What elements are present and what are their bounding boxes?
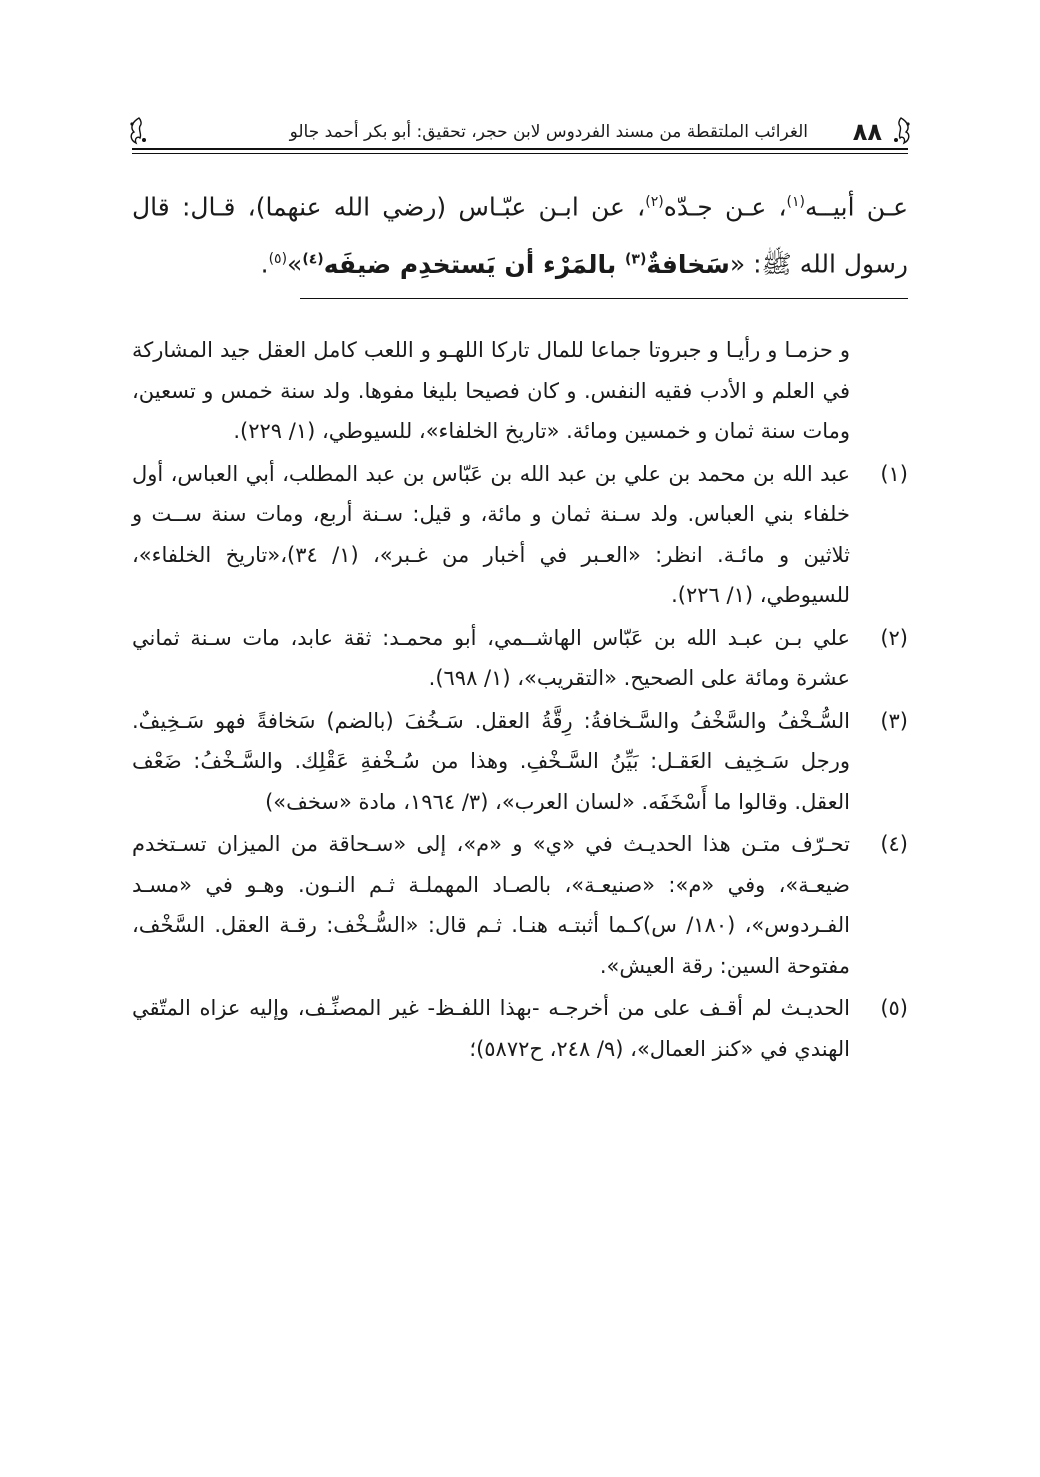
footnote-ref-1: (١) (786, 194, 806, 210)
footnote-number: (١) (880, 461, 908, 486)
footnote-1 (132, 454, 908, 616)
page-number: ٨٨ (852, 118, 882, 146)
footnote-text: تحـرّف متـن هذا الحديـث في «ي» و «م»، إلى «سـحاقة من الميزان تسـتخدم ضيعـة»، وفي «م»: «صنيعـة»، بالصـاد المهملـة ثـم النـون. وهـو في «مسـد الفـردوس»، (١٨٠/ س)كـما أثبتـه هنـا. ثـم قال: «السُّـخْف: رقـة العقل. السَّخْف، مفتوحة السين: رقة العيش». (132, 832, 850, 978)
footnote-3 (132, 701, 908, 823)
footnote-ref-2: (٢) (645, 194, 664, 210)
footnote-number: (٢) (880, 625, 908, 650)
footnotes (132, 330, 908, 1069)
footnote-text: السُّـخْفُ والسَّخْفُ والسَّـخافةُ: رِقَّةُ العقل. سَـخُفَ (بالضم) سَخافةً فهو سَـخِيفٌ. ورجل سَـخِيف العَقـل: بَيِّنُ السَّـخْفِ. وهذا من سُـخْفةِ عَقْلِك. والسَّـخْفُ: ضَعْف العقل. وقالوا ما أَسْخَفَه. «لسان العرب»، (٣/ ١٩٦٤، مادة «سخف») (132, 708, 850, 814)
footnote-text: علي بـن عبـد الله بن عَبّاس الهاشــمي، أبو محمـد: ثقة عابد، مات سـنة ثماني عشرة ومائة على الصحيح. «التقريب»، (١/ ٦٩٨). (132, 625, 850, 690)
footnote-separator (300, 298, 908, 299)
footnote-number: (٤) (880, 832, 908, 856)
footnote-number: (٥) (880, 996, 908, 1020)
header-rule (132, 148, 908, 150)
floral-ornament-icon (126, 116, 152, 146)
hadith-text: عـن أبيــه$^{(١)}$، عـن جـدّه$^{(٢)}$، عن ابـن عبّـاس (رضي الله عنهما)، قـال: قال رسول الله ﷺ: «سَخافةٌ$^{(٣)}$ بالمَرْء أن يَستخدِم ضيفَه$^{(٤)}$»$^{(٥)}$. (132, 192, 909, 279)
footnote-5 (132, 988, 908, 1069)
footnote-continued: و حزمـا و رأيـا و جبروتا جماعا للمال تاركا اللهـو و اللعب كامل العقل جيد المشاركة في العلم و الأدب فقيه النفس. و كان فصيحا بليغا مفوها. ولد سنة خمس و تسعين، ومات سنة ثمان و خمسين ومائة. «تاريخ الخلفاء»، للسيوطي، (١/ ٢٢٩). (132, 338, 850, 443)
footnote-ref-3: (٣) (625, 251, 647, 268)
running-header (132, 114, 908, 154)
footnote-text: عبد الله بن محمد بن علي بن عبد الله بن عَبّاس بن عبد المطلب، أبي العباس، أول خلفاء بني العباس. ولد سـنة ثمان و مائة، و قيل: سـنة أربع، ومات سنة ســت و ثلاثين و مائـة. انظر: «العـبر في أخبار من غـبر»، (١/ ٣٤)،«تاريخ الخلفاء»، للسيوطي، (١/ ٢٢٦). (132, 461, 850, 607)
footnote-number: (٣) (880, 708, 908, 733)
footnote-ref-5: (٥) (268, 251, 288, 268)
running-title: الغرائب الملتقطة من مسند الفردوس لابن حجر، تحقيق: أبو بكر أحمد جالو (289, 122, 808, 142)
floral-ornament-icon (888, 116, 914, 146)
header-rule-thin (132, 153, 908, 154)
footnote-2 (132, 618, 908, 699)
footnote-ref-4: (٤) (302, 251, 324, 268)
hadith-matn: سَخافةٌ$^{(٣)}$ بالمَرْء أن يَستخدِم ضيفَه$^{(٤)}$ (302, 249, 730, 279)
footnote-text: الحديـث لم أقـف على من أخرجـه -بهذا اللفـظ- غير المصنِّـف، وإليه عزاه المتّقي الهندي في «كنز العمال»، (٩/ ٢٤٨، ح٥٨٧٢)؛ (132, 996, 850, 1061)
footnote-4 (132, 824, 908, 986)
